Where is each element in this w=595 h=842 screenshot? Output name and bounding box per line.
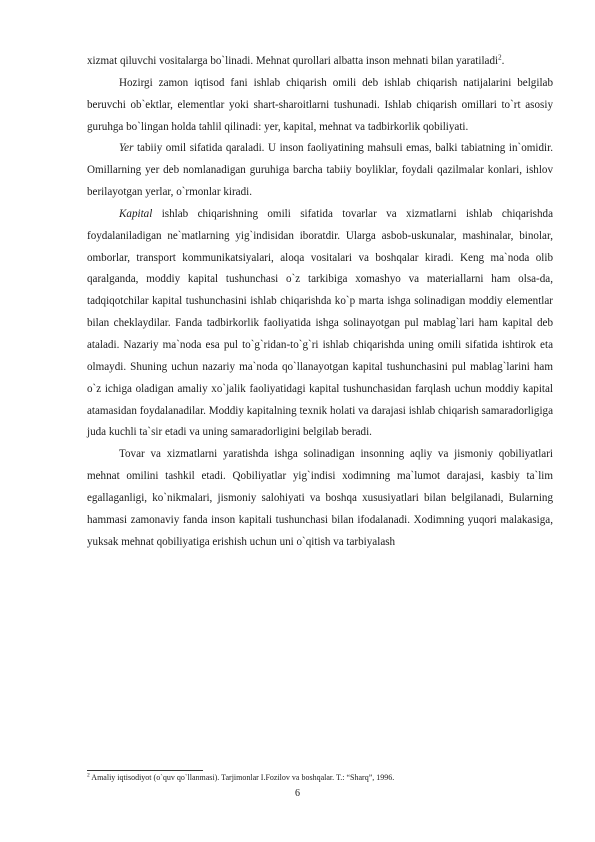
term-yer: Yer: [119, 142, 134, 155]
paragraph-1: [87, 51, 553, 73]
page-body: [87, 51, 553, 553]
footnote-divider: [87, 770, 203, 771]
paragraph-1-end: .: [501, 55, 505, 67]
footnote-text: Amaliy iqtisodiyot (o`quv qo`llanmasi). Tarjimonlar I.Fozilov va boshqalar. T.: “Sharq”, 1996.: [89, 773, 395, 782]
paragraph-4-text: ishlab chiqarishning omili sifatida tovarlar va xizmatlarni ishlab chiqarishda foydalaniladigan ne`matlarning yig`indisidan iboratdir. Ularga asbob-uskunalar, mashinalar, binolar, omborlar, transport kommunikatsiyalari, aloqa vositalari va boshqalar kiradi. Keng ma`noda olib qaralganda, moddiy kapital tushunchasi o`z tarkibiga xomashyo va materiallarni ham olsa-da, tadqiqotchilar kapital tushunchasini ishlab chiqarishda ko`p marta ishga solinadigan moddiy elementlar bilan cheklaydilar. Fanda tadbirkorlik faoliyatida ishga solinayotgan pul mablag`lari ham kapital deb ataladi. Nazariy ma`noda esa pul to`g`ridan-to`g`ri ishlab chiqarishda uning omili sifatida ishtirok eta olmaydi. Shuning uchun nazariy ma`noda qo`llanayotgan kapital tushunchasini pul mablag`larini ham o`z ichiga oladigan amaliy xo`jalik faoliyatidagi kapital tushunchasidan farqlash uchun moddiy kapital atamasidan foydalanadilar. Moddiy kapitalning texnik holati va darajasi ishlab chiqarish samaradorligiga juda kuchli ta`sir etadi va uning samaradorligini belgilab beradi.: [87, 207, 553, 439]
footnote-reference[interactable]: 2: [498, 53, 502, 62]
page-number: 6: [295, 788, 300, 799]
paragraph-5: Tovar va xizmatlarni yaratishda ishga solinadigan insonning aqliy va jismoniy qobiliyatlari mehnat omilini tashkil etadi. Qobiliyatlar yig`indisi xodimning ma`lumot darajasi, kasbiy ta`lim egallaganligi, ko`nikmalari, jismoniy salohiyati va boshqa xususiyatlari bilan belgilanadi, Bularning hammasi zamonaviy fanda inson kapitali tushunchasi bilan ifodalanadi. Xodimning yuqori malakasiga, yuksak mehnat qobiliyatiga erishish uchun uni o`qitish va tarbiyalash: [87, 448, 553, 548]
paragraph-3: [87, 138, 553, 204]
footnote-mark: 2: [87, 772, 90, 779]
paragraph-2: Hozirgi zamon iqtisod fani ishlab chiqarish omili deb ishlab chiqarish natijalarini belgilab beruvchi ob`ektlar, elementlar yoki shart-sharoitlarni tushunadi. Ishlab chiqarish omillari to`rt asosiy guruhga bo`lingan holda tahlil qilinadi: yer, kapital, mehnat va tadbirkorlik qobiliyati.: [87, 76, 553, 133]
paragraph-1-text: xizmat qiluvchi vositalarga bo`linadi. Mehnat qurollari albatta inson mehnati bilan yaratiladi: [87, 55, 499, 67]
paragraph-4: [87, 204, 553, 444]
footnote: [87, 773, 553, 783]
term-kapital: Kapital: [119, 207, 153, 220]
paragraph-3-text: tabiiy omil sifatida qaraladi. U inson faoliyatining mahsuli emas, balki tabiatning in`omidir. Omillarning yer deb nomlanadigan guruhiga barcha tabiiy boyliklar, foydali qazilmalar konlari, ishlov berilayotgan yerlar, o`rmonlar kiradi.: [87, 142, 553, 199]
